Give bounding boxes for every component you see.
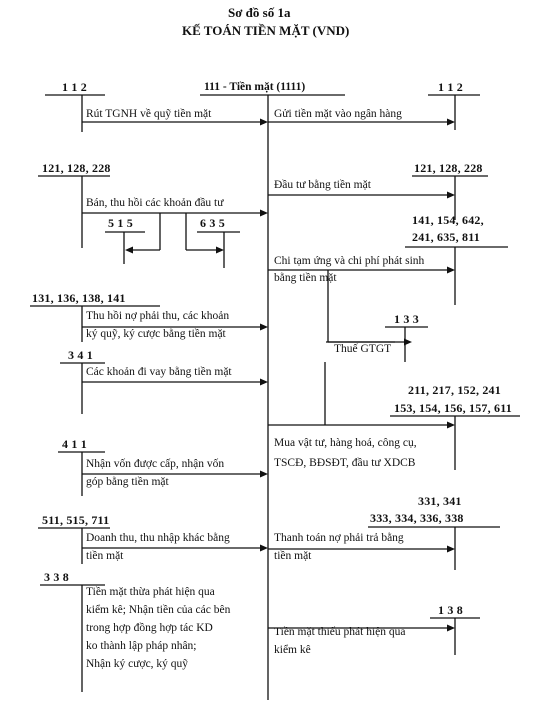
left-account-131: 131, 136, 138, 141 <box>32 291 126 305</box>
diagram-title: Sơ đồ số 1a <box>228 5 291 20</box>
right-account-138: 1 3 8 <box>438 603 463 617</box>
right-account-112: 1 1 2 <box>438 80 463 94</box>
right-entry-deposit-bank: Gửi tiền mặt vào ngân hàng <box>274 108 402 120</box>
right-entry-vat: Thuế GTGT <box>334 343 392 355</box>
arrow-head-66 <box>447 625 455 632</box>
left-account-112: 1 1 2 <box>62 80 87 94</box>
left-account-121: 121, 128, 228 <box>42 161 111 175</box>
arrow-head-23 <box>260 324 268 331</box>
left-entry-surplus-2: kiểm kê; Nhận tiền của các bên <box>86 604 231 616</box>
left-entry-capital-received-1: Nhận vốn được cấp, nhận vốn <box>86 458 225 470</box>
arrow-head-31 <box>260 471 268 478</box>
right-account-121: 121, 128, 228 <box>414 161 483 175</box>
left-account-338: 3 3 8 <box>44 570 69 584</box>
right-entry-pay-debts-1: Thanh toán nợ phải trả bằng <box>274 532 404 544</box>
right-account-133: 1 3 3 <box>394 312 419 326</box>
right-account-141-line1: 141, 154, 642, <box>412 213 484 227</box>
left-entry-revenue-1: Doanh thu, thu nhập khác bằng <box>86 532 230 544</box>
right-account-211-line1: 211, 217, 152, 241 <box>408 383 501 397</box>
arrow-head-62 <box>447 546 455 553</box>
arrow-head-39 <box>447 119 455 126</box>
left-entry-revenue-2: tiền mặt <box>86 550 124 562</box>
right-entry-advances-2: bằng tiền mặt <box>274 272 337 284</box>
left-entry-borrowings: Các khoản đi vay bằng tiền mặt <box>86 366 232 378</box>
left-account-515: 5 1 5 <box>108 216 133 230</box>
arrow-head-58 <box>447 422 455 429</box>
left-account-635: 6 3 5 <box>200 216 225 230</box>
left-entry-surplus-1: Tiền mặt thừa phát hiện qua <box>86 586 215 598</box>
arrow-head-16 <box>125 247 133 254</box>
right-entry-shortage-1: Tiền mặt thiếu phát hiện qua <box>274 626 406 638</box>
arrow-head-35 <box>260 545 268 552</box>
right-entry-invest: Đầu tư bằng tiền mặt <box>274 179 371 191</box>
right-entry-purchase-2: TSCĐ, BĐSĐT, đầu tư XDCB <box>274 457 416 469</box>
right-account-211-line2: 153, 154, 156, 157, 611 <box>394 401 512 415</box>
left-entry-collect-receivables-1: Thu hồi nợ phải thu, các khoản <box>86 310 230 322</box>
arrow-head-9 <box>260 210 268 217</box>
left-entry-capital-received-2: góp bằng tiền mặt <box>86 476 169 488</box>
right-entry-shortage-2: kiểm kê <box>274 644 311 656</box>
right-entry-pay-debts-2: tiền mặt <box>274 550 312 562</box>
right-account-141-line2: 241, 635, 811 <box>412 230 480 244</box>
arrow-head-49 <box>447 267 455 274</box>
arrow-head-19 <box>216 247 224 254</box>
diagram-subtitle: KẾ TOÁN TIỀN MẶT (VND) <box>182 23 350 38</box>
left-entry-collect-receivables-2: ký quỹ, ký cược bằng tiền mặt <box>86 328 226 340</box>
left-account-511: 511, 515, 711 <box>42 513 110 527</box>
arrow-head-43 <box>447 192 455 199</box>
right-entry-advances-1: Chi tạm ứng và chi phí phát sinh <box>274 255 425 267</box>
left-account-341: 3 4 1 <box>68 348 93 362</box>
left-entry-withdraw-bank: Rút TGNH về quỹ tiền mặt <box>86 108 212 120</box>
arrow-head-5 <box>260 119 268 126</box>
left-entry-surplus-3: trong hợp đồng hợp tác KD <box>86 622 213 634</box>
left-entry-surplus-4: ko thành lập pháp nhân; <box>86 640 197 652</box>
right-account-331-line2: 333, 334, 336, 338 <box>370 511 464 525</box>
left-account-411: 4 1 1 <box>62 437 87 451</box>
arrow-head-27 <box>260 379 268 386</box>
center-account-label: 111 - Tiền mặt (1111) <box>204 81 306 93</box>
left-entry-sell-investments: Bán, thu hồi các khoản đầu tư <box>86 197 224 209</box>
right-entry-purchase-1: Mua vật tư, hàng hoá, công cụ, <box>274 437 417 449</box>
left-entry-surplus-5: Nhận ký cược, ký quỹ <box>86 658 189 670</box>
right-account-331-line1: 331, 341 <box>418 494 462 508</box>
